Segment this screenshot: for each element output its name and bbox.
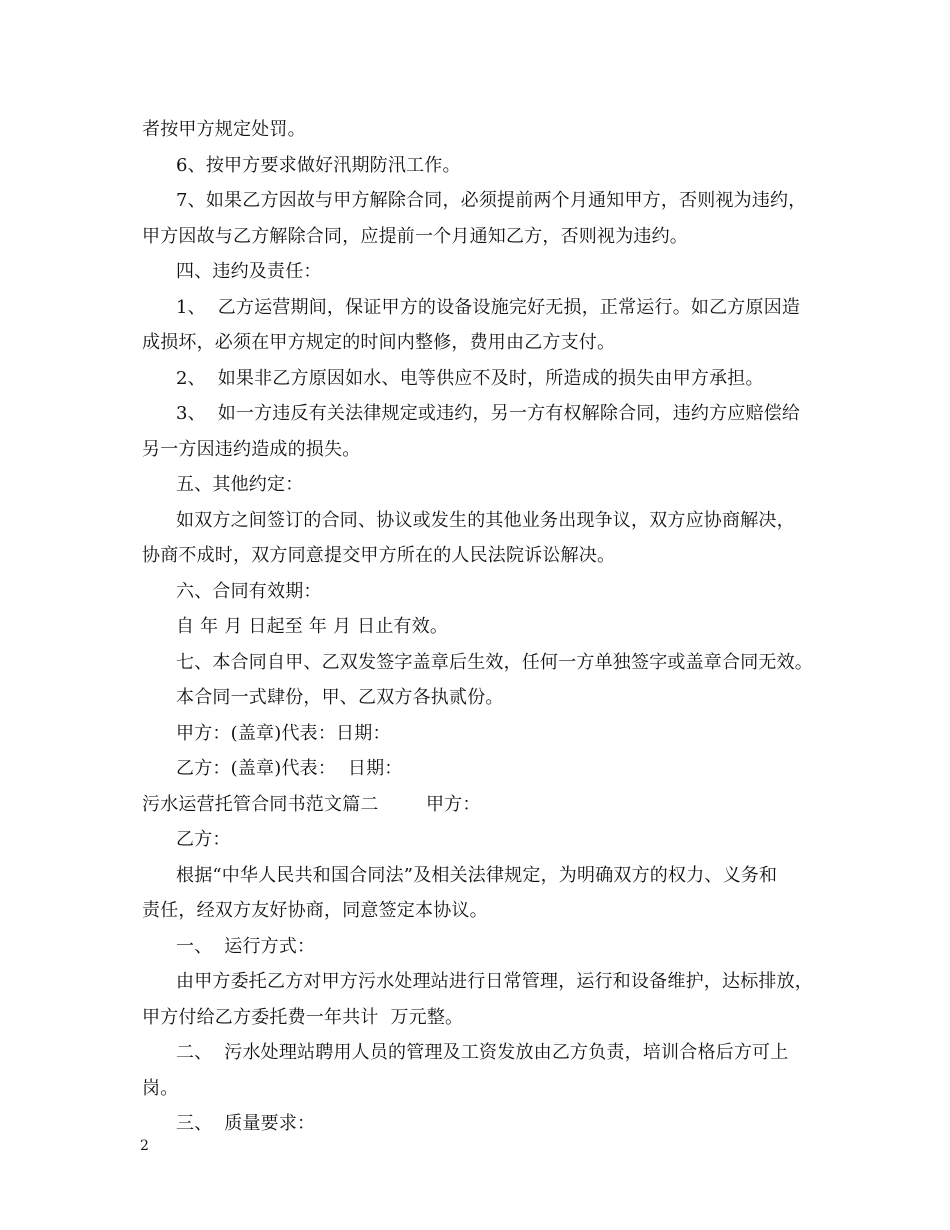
section-heading: 五、其他约定：	[176, 474, 304, 495]
paragraph-line: 二、 污水处理站聘用人员的管理及工资发放由乙方负责，培训合格后方可上	[176, 1042, 789, 1063]
section-heading: 四、违约及责任：	[176, 261, 322, 282]
paragraph-line: 自 年 月 日起至 年 月 日止有效。	[176, 616, 449, 637]
paragraph-line: 根据“中华人民共和国合同法”及相关法律规定，为明确双方的权力、义务和	[176, 865, 778, 886]
paragraph-line: 7、如果乙方因故与甲方解除合同，必须提前两个月通知甲方，否则视为违约，	[176, 190, 807, 211]
paragraph-line: 成损坏，必须在甲方规定的时间内整修，费用由乙方支付。	[142, 332, 616, 353]
paragraph-line: 甲方付给乙方委托费一年共计 万元整。	[142, 1007, 464, 1028]
paragraph-line: 3、 如一方违反有关法律规定或违约，另一方有权解除合同，违约方应赔偿给	[176, 403, 801, 424]
document-title: 污水运营托管合同书范文篇二 甲方：	[142, 794, 481, 815]
paragraph-line: 者按甲方规定处罚。	[142, 119, 306, 140]
paragraph-line: 2、 如果非乙方原因如水、电等供应不及时，所造成的损失由甲方承担。	[176, 368, 764, 389]
paragraph-line: 岗。	[142, 1078, 179, 1099]
paragraph-line: 责任，经双方友好协商，同意签定本协议。	[142, 900, 488, 921]
section-heading: 三、 质量要求：	[176, 1113, 316, 1134]
party-line: 乙方：	[176, 829, 231, 850]
section-heading: 六、合同有效期：	[176, 581, 322, 602]
page-number: 2	[140, 1138, 149, 1154]
signature-line: 甲方：(盖章)代表：日期：	[176, 723, 391, 744]
paragraph-line: 由甲方委托乙方对甲方污水处理站进行日常管理，运行和设备维护，达标排放，	[176, 971, 813, 992]
signature-line: 乙方：(盖章)代表： 日期：	[176, 758, 403, 779]
paragraph-line: 本合同一式肆份，甲、乙双方各执贰份。	[176, 687, 504, 708]
paragraph-line: 6、按甲方要求做好汛期防汛工作。	[176, 155, 461, 176]
section-heading: 一、 运行方式：	[176, 936, 316, 957]
paragraph-line: 如双方之间签订的合同、协议或发生的其他业务出现争议，双方应协商解决，	[176, 510, 795, 531]
paragraph-line: 协商不成时，双方同意提交甲方所在的人民法院诉讼解决。	[142, 545, 616, 566]
paragraph-line: 甲方因故与乙方解除合同，应提前一个月通知乙方，否则视为违约。	[142, 226, 688, 247]
paragraph-line: 七、本合同自甲、乙双发签字盖章后生效，任何一方单独签字或盖章合同无效。	[176, 652, 813, 673]
paragraph-line: 另一方因违约造成的损失。	[142, 439, 361, 460]
paragraph-line: 1、 乙方运营期间，保证甲方的设备设施完好无损，正常运行。如乙方原因造	[176, 297, 801, 318]
